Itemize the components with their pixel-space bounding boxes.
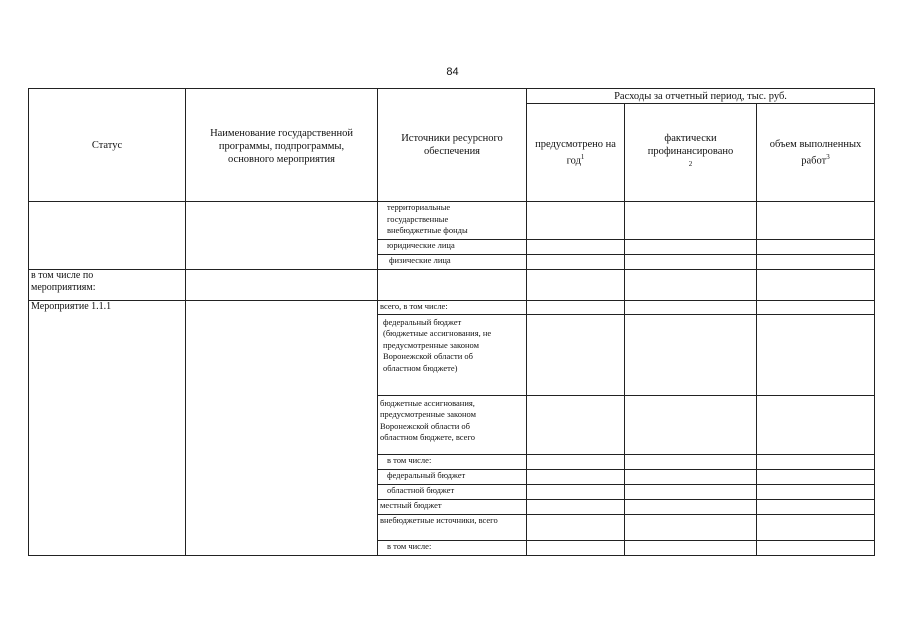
- header-completed: [757, 104, 875, 202]
- source-federal-budget-unprovided: федеральный бюджет (бюджетные ассигнования, не предусмотренные законом Воронежской области об областном бюджете): [378, 314, 527, 395]
- value-cell: [527, 255, 625, 270]
- value-cell: [527, 484, 625, 499]
- value-cell: [527, 540, 625, 555]
- source-local-budget: местный бюджет: [378, 500, 527, 515]
- source-federal-budget: федеральный бюджет: [378, 469, 527, 484]
- program-cell-empty: [186, 202, 378, 270]
- header-sources: [378, 89, 527, 202]
- source-extrabudgetary-total: внебюджетные источники, всего: [378, 515, 527, 540]
- source-total-including: всего, в том числе:: [378, 300, 527, 314]
- source-regional-budget: областной бюджет: [378, 484, 527, 499]
- value-cell: [757, 515, 875, 540]
- measure-program-cell: [186, 300, 378, 555]
- value-cell: [527, 314, 625, 395]
- value-cell: [625, 239, 757, 254]
- measure-name: Мероприятие 1.1.1: [29, 300, 186, 555]
- value-cell: [757, 202, 875, 239]
- value-cell: [625, 454, 757, 469]
- value-cell: [527, 515, 625, 540]
- source-budget-allocations-total: бюджетные ассигнования, предусмотренные законом Воронежской области об областном бюджете, всего: [378, 395, 527, 454]
- status-cell-empty: [29, 202, 186, 270]
- value-cell: [625, 395, 757, 454]
- header-program-name-text: Наименование государственной программы, подпрограммы, основного мероприятия: [210, 127, 353, 165]
- source-individuals: физические лица: [378, 255, 527, 270]
- value-cell: [527, 454, 625, 469]
- header-row-top: [29, 89, 875, 104]
- header-sources-text: Источники ресурсного обеспечения: [401, 133, 503, 158]
- value-cell: [527, 500, 625, 515]
- value-cell: [757, 314, 875, 395]
- value-cell: [625, 255, 757, 270]
- header-expenses-group: Расходы за отчетный период, тыс. руб.: [527, 89, 875, 104]
- value-cell: [625, 500, 757, 515]
- header-completed-note: 3: [826, 153, 830, 162]
- value-cell: [527, 202, 625, 239]
- value-cell: [527, 270, 625, 300]
- value-cell: [625, 270, 757, 300]
- value-cell: [625, 469, 757, 484]
- header-planned: [527, 104, 625, 202]
- including-measures-text: в том числе по мероприятиям:: [31, 270, 96, 294]
- value-cell: [757, 395, 875, 454]
- table-row: [29, 202, 875, 239]
- value-cell: [625, 202, 757, 239]
- header-planned-text: предусмотрено на год: [535, 139, 616, 167]
- program-cell-empty: [186, 270, 378, 300]
- value-cell: [625, 515, 757, 540]
- table-row: [29, 270, 875, 300]
- value-cell: [527, 300, 625, 314]
- including-measures-label: [29, 270, 186, 300]
- source-including-1: в том числе:: [378, 454, 527, 469]
- table-row: [29, 300, 875, 314]
- value-cell: [757, 500, 875, 515]
- header-status: Статус: [29, 89, 186, 202]
- value-cell: [527, 469, 625, 484]
- source-including-2: в том числе:: [378, 540, 527, 555]
- value-cell: [527, 239, 625, 254]
- value-cell: [757, 484, 875, 499]
- source-territorial-funds: территориальные государственные внебюджетные фонды: [378, 202, 527, 239]
- value-cell: [625, 314, 757, 395]
- header-program-name: [186, 89, 378, 202]
- resource-table: [28, 88, 875, 556]
- value-cell: [625, 300, 757, 314]
- header-financed: [625, 104, 757, 202]
- value-cell: [757, 255, 875, 270]
- header-financed-text: фактически профинансировано: [647, 132, 734, 157]
- source-legal-entities: юридические лица: [378, 239, 527, 254]
- header-planned-note: 1: [580, 153, 585, 162]
- value-cell: [757, 454, 875, 469]
- value-cell: [625, 540, 757, 555]
- value-cell: [757, 469, 875, 484]
- value-cell: [757, 270, 875, 300]
- value-cell: [625, 484, 757, 499]
- header-financed-note: 2: [688, 159, 693, 168]
- value-cell: [527, 395, 625, 454]
- source-cell-empty: [378, 270, 527, 300]
- value-cell: [757, 300, 875, 314]
- value-cell: [757, 239, 875, 254]
- value-cell: [757, 540, 875, 555]
- header-completed-text: объем выполненных работ: [769, 139, 862, 167]
- page-number: 84: [446, 66, 459, 78]
